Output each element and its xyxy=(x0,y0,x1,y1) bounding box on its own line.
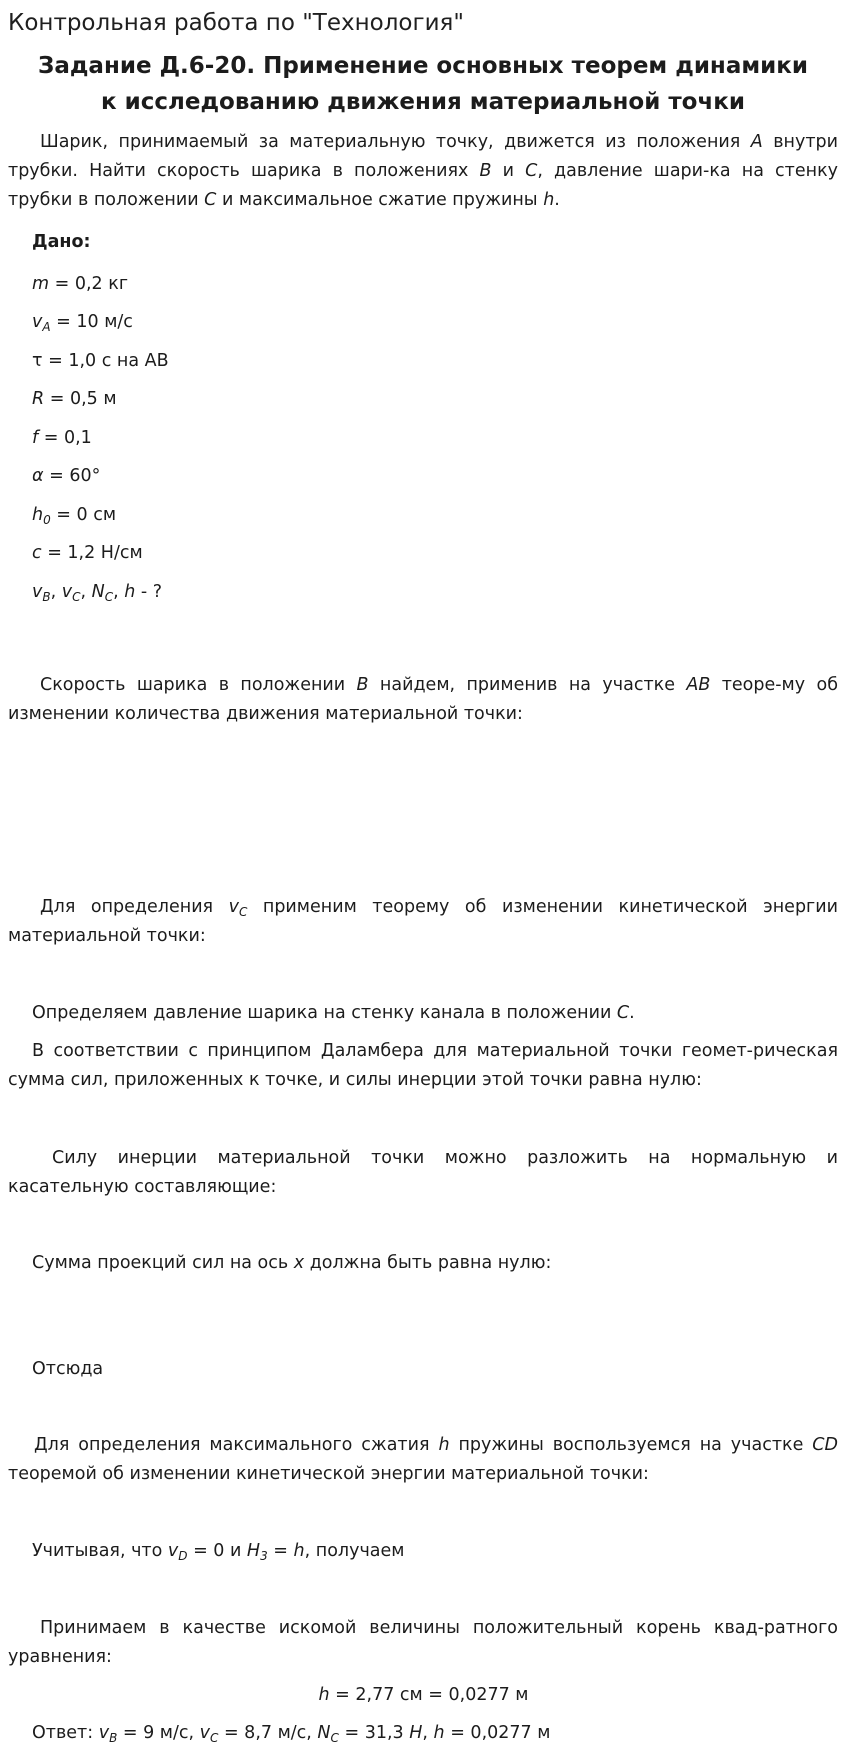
solution-vd-condition: Учитывая, что $v_D = 0$ и $H_3 = h$, получаем xyxy=(32,1541,405,1563)
document-header: Контрольная работа по "Технология" xyxy=(8,10,464,36)
given-velocity-a: $v_A = 10$ м/с xyxy=(32,312,133,334)
given-label: Дано: xyxy=(32,232,91,252)
solution-h-result: h = 2,77 см = 0,0277 м xyxy=(318,1685,529,1705)
problem-statement: Шарик, принимаемый за материальную точку, движется из положения A внутри трубки. Найти скорость шарика в положениях B и C, давление шари-ка на стенку трубки в положении C и максимальное сжатие пружины h. xyxy=(8,132,838,210)
task-title xyxy=(8,48,838,120)
solution-vb-intro: Скорость шарика в положении B найдем, применив на участке AB теоре-му об изменении количества движения материальной точки: xyxy=(8,675,838,724)
solution-pressure-intro: Определяем давление шарика на стенку канала в положении C. xyxy=(32,1003,635,1023)
given-alpha: α = 60° xyxy=(32,466,101,486)
answer-line: Ответ: $v_B = 9$ м/с, $v_C = 8,7$ м/с, $N_C = 31,3$ Н, h = 0,0277 м xyxy=(32,1723,551,1745)
given-find: $v_B$, $v_C$, $N_C$, h - ? xyxy=(32,582,163,604)
task-title-line-2: к исследованию движения материальной точки xyxy=(101,89,745,115)
solution-hence: Отсюда xyxy=(32,1359,104,1379)
given-h0: $h_0 = 0$ см xyxy=(32,505,117,527)
solution-vc-intro: Для определения $v_C$ применим теорему об изменении кинетической энергии материальной точки: xyxy=(8,897,838,946)
given-mass: m = 0,2 кг xyxy=(32,274,129,294)
task-title-line-1: Задание Д.6-20. Применение основных теорем динамики xyxy=(38,53,808,79)
solution-sum-projections: Сумма проекций сил на ось x должна быть равна нулю: xyxy=(32,1253,552,1273)
solution-root: Принимаем в качестве искомой величины положительный корень квад-ратного уравнения: xyxy=(8,1618,838,1667)
solution-spring-intro: Для определения максимального сжатия h пружины воспользуемся на участке CD теоремой об изменении кинетической энергии материальной точки: xyxy=(8,1435,838,1484)
given-tau: τ = 1,0 с на AB xyxy=(32,351,169,371)
given-radius: R = 0,5 м xyxy=(32,389,117,409)
solution-dalembert: В соответствии с принципом Даламбера для материальной точки геомет-рическая сумма сил, приложенных к точке, и силы инерции этой точки равна нулю: xyxy=(8,1041,838,1090)
given-spring-stiffness: c = 1,2 Н/см xyxy=(32,543,143,563)
solution-inertia: Силу инерции материальной точки можно разложить на нормальную и касательную составляющие: xyxy=(8,1148,838,1197)
given-friction: f = 0,1 xyxy=(32,428,92,448)
